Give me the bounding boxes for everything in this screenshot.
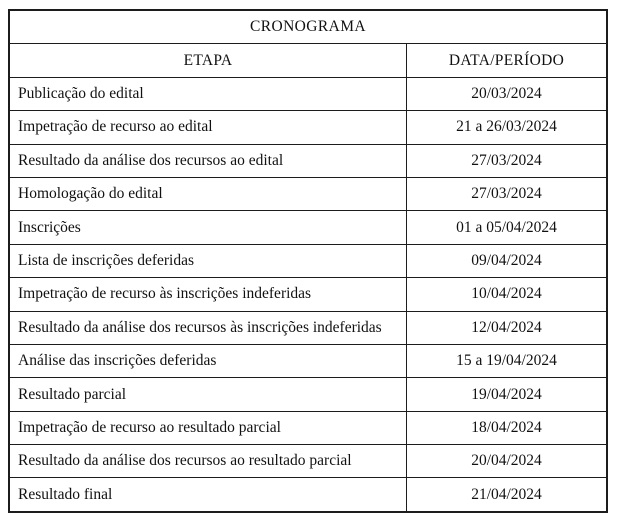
cell-etapa: Impetração de recurso ao resultado parcial xyxy=(10,411,407,444)
table-row xyxy=(10,111,607,144)
cell-data-periodo: 21 a 26/03/2024 xyxy=(407,111,607,144)
cell-etapa: Resultado parcial xyxy=(10,378,407,411)
table-row xyxy=(10,177,607,210)
table-header xyxy=(10,11,607,78)
cell-etapa: Resultado final xyxy=(10,478,407,511)
cell-data-periodo: 21/04/2024 xyxy=(407,478,607,511)
table-row xyxy=(10,278,607,311)
table-row xyxy=(10,411,607,444)
cell-data-periodo: 09/04/2024 xyxy=(407,244,607,277)
cell-etapa: Resultado da análise dos recursos ao edital xyxy=(10,144,407,177)
cell-etapa: Inscrições xyxy=(10,211,407,244)
cell-data-periodo: 27/03/2024 xyxy=(407,177,607,210)
table-column-header-row xyxy=(10,44,607,77)
cell-data-periodo: 20/04/2024 xyxy=(407,445,607,478)
table-row xyxy=(10,445,607,478)
cell-data-periodo: 15 a 19/04/2024 xyxy=(407,344,607,377)
table-row xyxy=(10,77,607,110)
table-row xyxy=(10,244,607,277)
cell-etapa: Impetração de recurso ao edital xyxy=(10,111,407,144)
column-header-data: DATA/PERÍODO xyxy=(407,44,607,77)
table-row xyxy=(10,344,607,377)
column-header-etapa: ETAPA xyxy=(10,44,407,77)
table-title: CRONOGRAMA xyxy=(10,11,607,44)
cell-etapa: Resultado da análise dos recursos ao resultado parcial xyxy=(10,445,407,478)
cronograma-table xyxy=(9,10,607,512)
cell-data-periodo: 27/03/2024 xyxy=(407,144,607,177)
table-row xyxy=(10,144,607,177)
cell-data-periodo: 20/03/2024 xyxy=(407,77,607,110)
table-row xyxy=(10,478,607,511)
cell-data-periodo: 10/04/2024 xyxy=(407,278,607,311)
cell-data-periodo: 01 a 05/04/2024 xyxy=(407,211,607,244)
table-body xyxy=(10,77,607,511)
cell-etapa: Publicação do edital xyxy=(10,77,407,110)
cell-etapa: Resultado da análise dos recursos às inscrições indeferidas xyxy=(10,311,407,344)
table-row xyxy=(10,211,607,244)
cell-etapa: Impetração de recurso às inscrições indeferidas xyxy=(10,278,407,311)
table-row xyxy=(10,311,607,344)
cell-data-periodo: 12/04/2024 xyxy=(407,311,607,344)
cell-data-periodo: 19/04/2024 xyxy=(407,378,607,411)
table-title-row xyxy=(10,11,607,44)
cell-etapa: Análise das inscrições deferidas xyxy=(10,344,407,377)
cell-data-periodo: 18/04/2024 xyxy=(407,411,607,444)
cell-etapa: Lista de inscrições deferidas xyxy=(10,244,407,277)
cell-etapa: Homologação do edital xyxy=(10,177,407,210)
table-row xyxy=(10,378,607,411)
